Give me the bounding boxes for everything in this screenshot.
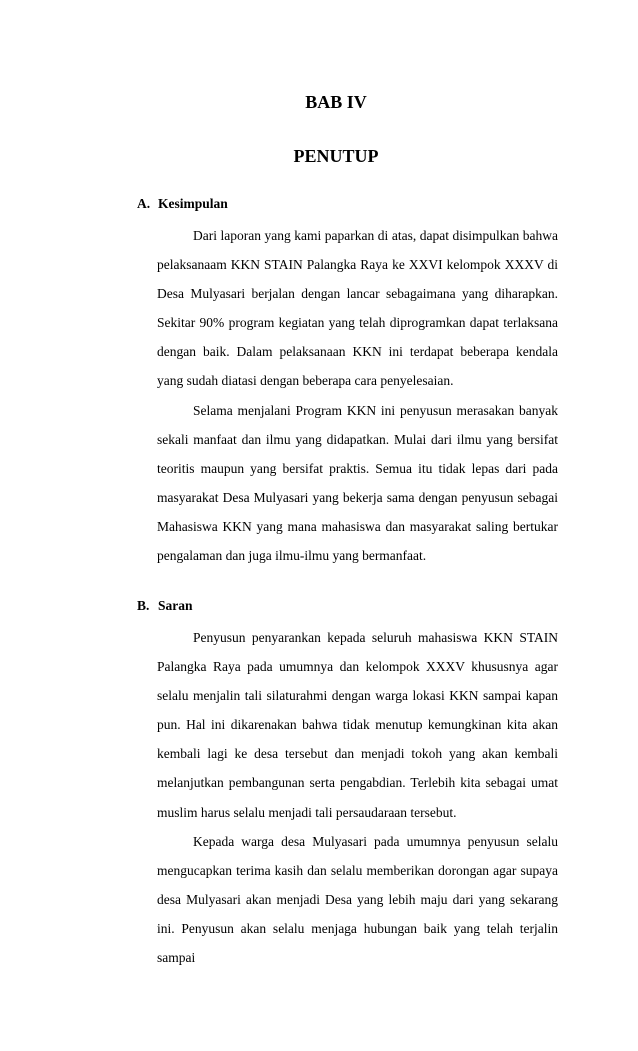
- section-marker: A.: [137, 196, 151, 211]
- section-heading-kesimpulan: [137, 196, 228, 212]
- chapter-title: PENUTUP: [293, 146, 379, 166]
- section-body-kesimpulan: [157, 221, 558, 570]
- section-body-saran: [157, 623, 558, 972]
- section-marker: B.: [137, 598, 150, 613]
- section-heading-text: Kesimpulan: [158, 196, 228, 211]
- chapter-number: BAB IV: [305, 92, 367, 112]
- paragraph: Dari laporan yang kami paparkan di atas, dapat disimpulkan bahwa pelaksanaam KKN STAIN Palangka Raya ke XXVI kelompok XXXV di Desa Mulyasari berjalan dengan lancar sebagaimana yang diharapkan. Sekitar 90% program kegiatan yang telah diprogramkan dapat terlaksana dengan baik. Dalam pelaksanaan KKN ini terdapat beberapa kendala yang sudah diatasi dengan beberapa cara penyelesaian.: [157, 228, 558, 389]
- section-heading-text: Saran: [158, 598, 193, 613]
- section-heading-saran: [137, 598, 193, 614]
- paragraph: Kepada warga desa Mulyasari pada umumnya penyusun selalu mengucapkan terima kasih dan selalu memberikan dorongan agar supaya desa Mulyasari akan menjadi Desa yang lebih maju dari yang sekarang ini. Penyusun akan selalu menjaga hubungan baik yang telah terjalin sampai: [157, 833, 558, 966]
- paragraph: Penyusun penyarankan kepada seluruh mahasiswa KKN STAIN Palangka Raya pada umumnya dan kelompok XXXV khususnya agar selalu menjalin tali silaturahmi dengan warga lokasi KKN sampai kapan pun. Hal ini dikarenakan bahwa tidak menutup kemungkinan kita akan kembali lagi ke desa tersebut dan menjadi tokoh yang akan kembali melanjutkan pembangunan serta pengabdian. Terlebih kita sebagai umat muslim harus selalu menjadi tali persaudaraan tersebut.: [157, 630, 558, 820]
- paragraph: Selama menjalani Program KKN ini penyusun merasakan banyak sekali manfaat dan ilmu yang didapatkan. Mulai dari ilmu yang bersifat teoritis maupun yang bersifat praktis. Semua itu tidak lepas dari pada masyarakat Desa Mulyasari yang bekerja sama dengan penyusun sebagai Mahasiswa KKN yang mana mahasiswa dan masyarakat saling bertukar pengalaman dan juga ilmu-ilmu yang bermanfaat.: [157, 402, 558, 564]
